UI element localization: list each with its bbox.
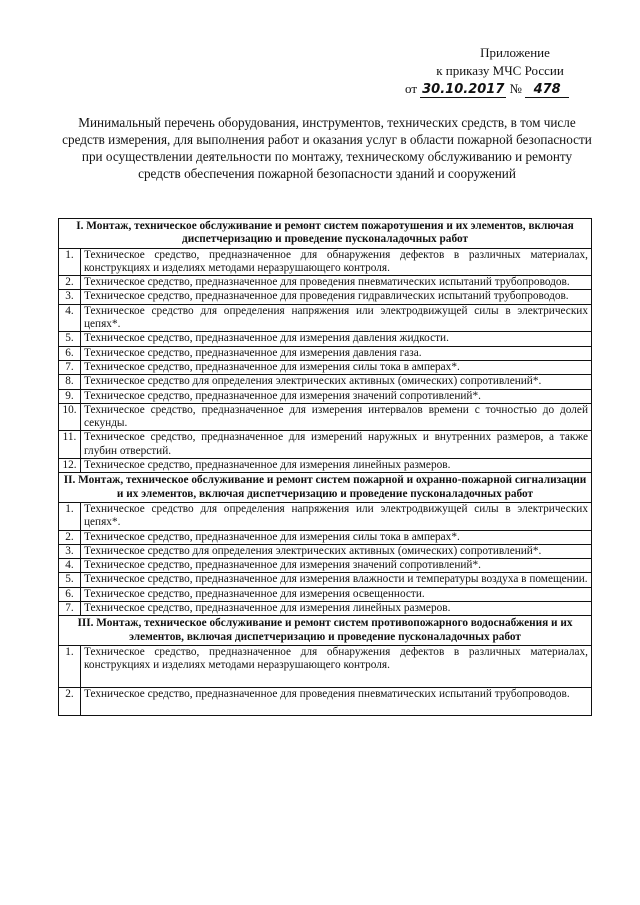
item-number: 10. bbox=[59, 403, 81, 431]
table-row bbox=[59, 573, 592, 587]
item-number: 1. bbox=[59, 502, 81, 530]
item-text: Техническое средство, предназначенное для обнаружения дефектов в различных материалах, конструкциях и изделиях методами неразрушающего контроля. bbox=[81, 248, 592, 276]
table-row bbox=[59, 587, 592, 601]
section-heading-row bbox=[59, 473, 592, 503]
table-row bbox=[59, 687, 592, 715]
table-row bbox=[59, 602, 592, 616]
table-row bbox=[59, 544, 592, 558]
item-number: 8. bbox=[59, 375, 81, 389]
item-number: 4. bbox=[59, 304, 81, 332]
order-date: 30.10.2017 bbox=[422, 82, 505, 97]
table-row bbox=[59, 332, 592, 346]
item-number: 2. bbox=[59, 530, 81, 544]
table-row bbox=[59, 389, 592, 403]
item-number: 7. bbox=[59, 360, 81, 374]
item-number: 1. bbox=[59, 645, 81, 687]
item-number: 5. bbox=[59, 332, 81, 346]
item-number: 7. bbox=[59, 602, 81, 616]
table-row bbox=[59, 276, 592, 290]
item-number: 4. bbox=[59, 559, 81, 573]
section-heading: I. Монтаж, техническое обслуживание и ремонт систем пожаротушения и их элементов, включая диспетчеризацию и проведение пусконаладочных работ bbox=[59, 219, 592, 249]
section-heading: II. Монтаж, техническое обслуживание и ремонт систем пожарной и охранно-пожарной сигнализации и их элементов, включая диспетчеризацию и проведение пусконаладочных работ bbox=[59, 473, 592, 503]
section-heading-row bbox=[59, 219, 592, 249]
date-prefix: от bbox=[405, 81, 418, 96]
item-number: 11. bbox=[59, 431, 81, 459]
item-number: 12. bbox=[59, 459, 81, 473]
item-number: 3. bbox=[59, 290, 81, 304]
table-row bbox=[59, 375, 592, 389]
table-row bbox=[59, 559, 592, 573]
item-text: Техническое средство, предназначенное для измерения интервалов времени с точностью до долей секунды. bbox=[81, 403, 592, 431]
item-text: Техническое средство, предназначенное для проведения гидравлических испытаний трубопроводов. bbox=[81, 290, 592, 304]
item-number: 6. bbox=[59, 587, 81, 601]
section-heading: III. Монтаж, техническое обслуживание и ремонт систем противопожарного водоснабжения и их элементов, включая диспетчеризацию и проведение пусконаладочных работ bbox=[59, 616, 592, 646]
item-number: 2. bbox=[59, 276, 81, 290]
order-number: 478 bbox=[525, 82, 569, 98]
table-row bbox=[59, 290, 592, 304]
item-number: 6. bbox=[59, 346, 81, 360]
table-row bbox=[59, 304, 592, 332]
item-text: Техническое средство, предназначенное для измерений наружных и внутренних размеров, а также глубин отверстий. bbox=[81, 431, 592, 459]
item-number: 1. bbox=[59, 248, 81, 276]
order-date-line bbox=[405, 80, 585, 98]
item-number: 2. bbox=[59, 687, 81, 715]
item-text: Техническое средство, предназначенное для измерения силы тока в амперах*. bbox=[81, 530, 592, 544]
item-text: Техническое средство, предназначенное для измерения линейных размеров. bbox=[81, 459, 592, 473]
item-number: 5. bbox=[59, 573, 81, 587]
table-row bbox=[59, 403, 592, 431]
table-row bbox=[59, 346, 592, 360]
item-text: Техническое средство для определения напряжения или электродвижущей силы в электрических цепях*. bbox=[81, 304, 592, 332]
table-row bbox=[59, 248, 592, 276]
item-text: Техническое средство, предназначенное для измерения значений сопротивлений*. bbox=[81, 559, 592, 573]
equipment-table bbox=[58, 218, 592, 716]
item-text: Техническое средство, предназначенное для измерения освещенности. bbox=[81, 587, 592, 601]
table-row bbox=[59, 431, 592, 459]
appendix-label: Приложение bbox=[480, 45, 550, 60]
item-text: Техническое средство, предназначенное для измерения влажности и температуры воздуха в помещении. bbox=[81, 573, 592, 587]
item-number: 3. bbox=[59, 544, 81, 558]
table-row bbox=[59, 645, 592, 687]
item-text: Техническое средство, предназначенное для измерения значений сопротивлений*. bbox=[81, 389, 592, 403]
document-header bbox=[405, 44, 585, 98]
number-prefix: № bbox=[509, 81, 522, 96]
item-text: Техническое средство, предназначенное для измерения линейных размеров. bbox=[81, 602, 592, 616]
item-text: Техническое средство, предназначенное для измерения давления газа. bbox=[81, 346, 592, 360]
document-title: Минимальный перечень оборудования, инструментов, технических средств, в том числе средств измерения, для выполнения работ и оказания услуг в области пожарной безопасности при осуществлении деятельности по монтажу, техническому обслуживанию и ремонту средств обеспечения пожарной безопасности зданий и сооружений bbox=[62, 115, 592, 181]
table-row bbox=[59, 502, 592, 530]
order-reference: к приказу МЧС России bbox=[436, 63, 564, 78]
item-text: Техническое средство для определения электрических активных (омических) сопротивлений*. bbox=[81, 544, 592, 558]
item-text: Техническое средство, предназначенное для измерения силы тока в амперах*. bbox=[81, 360, 592, 374]
table-row bbox=[59, 459, 592, 473]
item-number: 9. bbox=[59, 389, 81, 403]
section-heading-row bbox=[59, 616, 592, 646]
table-row bbox=[59, 530, 592, 544]
item-text: Техническое средство, предназначенное для проведения пневматических испытаний трубопроводов. bbox=[81, 276, 592, 290]
item-text: Техническое средство, предназначенное для обнаружения дефектов в различных материалах, конструкциях и изделиях методами неразрушающего контроля. bbox=[81, 645, 592, 687]
item-text: Техническое средство для определения напряжения или электродвижущей силы в электрических цепях*. bbox=[81, 502, 592, 530]
item-text: Техническое средство для определения электрических активных (омических) сопротивлений*. bbox=[81, 375, 592, 389]
item-text: Техническое средство, предназначенное для измерения давления жидкости. bbox=[81, 332, 592, 346]
item-text: Техническое средство, предназначенное для проведения пневматических испытаний трубопроводов. bbox=[81, 687, 592, 715]
table-row bbox=[59, 360, 592, 374]
